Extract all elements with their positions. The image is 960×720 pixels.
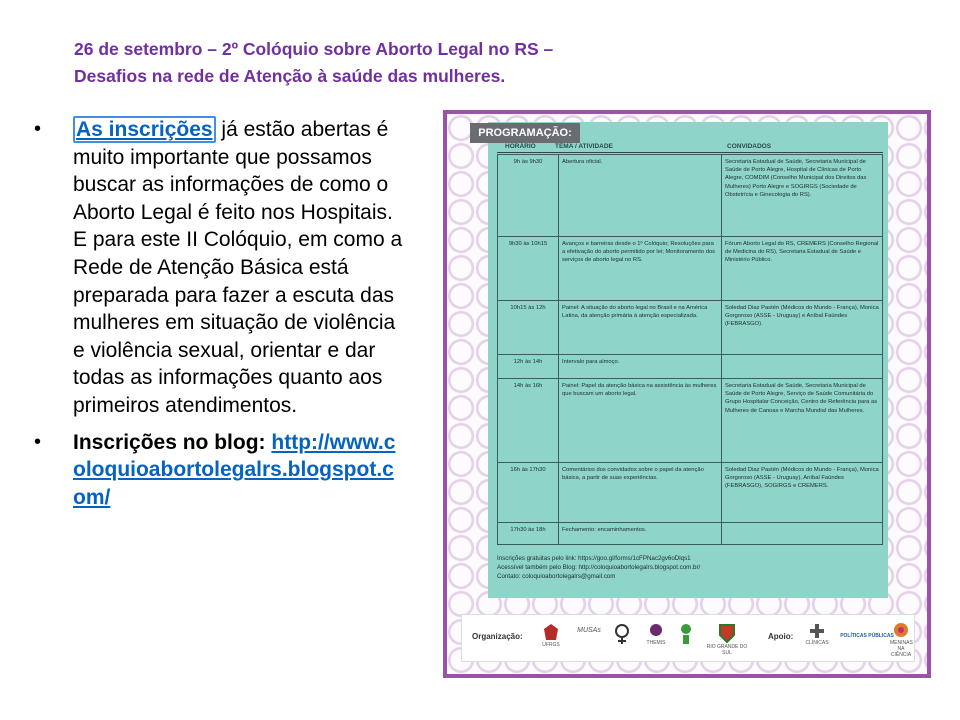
row-guests bbox=[722, 523, 883, 545]
table-row bbox=[498, 379, 883, 463]
row-time: 12h às 14h bbox=[498, 355, 559, 379]
footer-blog-link: Acessível também pelo Blog: http://coloquioabortolegalrs.blogspot.com.br/ bbox=[497, 564, 701, 571]
slide-title bbox=[74, 36, 674, 90]
column-header-guests: CONVIDADOS bbox=[727, 143, 772, 150]
row-activity: Intervalo para almoço. bbox=[559, 355, 722, 379]
rs-crest-icon bbox=[718, 623, 736, 643]
row-time: 9h30 às 10h15 bbox=[498, 237, 559, 301]
organizers-bar bbox=[461, 614, 915, 662]
row-guests: Soledad Diaz Pastén (Médicos do Mundo - França), Monica Gorgoroso (ASSE - Uruguay), Aníbal Faúndes (FEBRASGO), SOGIRGS e CREMERS. bbox=[722, 463, 883, 523]
program-poster-image bbox=[443, 110, 931, 678]
musa-logo bbox=[574, 627, 604, 634]
row-activity: Painel: Papel da atenção básica na assistência às mulheres que buscam um aborto legal. bbox=[559, 379, 722, 463]
column-header-time: HORÁRIO bbox=[505, 143, 536, 150]
row-time: 16h às 17h30 bbox=[498, 463, 559, 523]
registrations-link-box[interactable] bbox=[73, 116, 216, 143]
musa-logo-text: MUSAs bbox=[577, 627, 601, 634]
table-row bbox=[498, 463, 883, 523]
bullet-item-registrations bbox=[34, 116, 406, 420]
header-divider bbox=[497, 152, 883, 153]
row-activity: Comentários dos convidados sobre o papel da atenção básica, a partir de suas experiências. bbox=[559, 463, 722, 523]
bullet-list bbox=[34, 116, 406, 511]
row-time: 9h às 9h30 bbox=[498, 155, 559, 237]
clinicas-logo bbox=[804, 623, 830, 646]
clinicas-logo-text: CLÍNICAS bbox=[805, 640, 829, 646]
ciencia-logo bbox=[890, 621, 912, 658]
feminist-symbol-logo bbox=[612, 623, 632, 646]
table-row bbox=[498, 523, 883, 545]
rs-government-logo-text: RIO GRANDE DO SUL bbox=[706, 644, 748, 656]
registrations-text: já estão abertas é muito importante que possamos buscar as informações de como o Aborto Legal é feito nos Hospitais. E para este II Colóquio, em como a Rede de Atenção Básica está preparada para fazer a escuta das mulheres em situação de violência e violência sexual, orientar e dar todas as informações quanto aos primeiros atendimentos. bbox=[73, 118, 403, 417]
registrations-link[interactable]: As inscrições bbox=[76, 118, 213, 141]
row-time: 10h15 às 12h bbox=[498, 301, 559, 355]
support-label: Apoio: bbox=[768, 632, 794, 641]
bullet-item-blog bbox=[34, 429, 406, 512]
row-time: 14h às 16h bbox=[498, 379, 559, 463]
ciencia-logo-text: MENINAS NA CIÊNCIA bbox=[890, 640, 913, 658]
program-heading: PROGRAMAÇÃO: bbox=[470, 123, 580, 143]
venus-icon bbox=[613, 623, 631, 645]
slide-title-line-1: 26 de setembro – 2º Colóquio sobre Aborto Legal no RS – bbox=[74, 39, 554, 59]
footer-registration-link: Inscrições gratuitas pelo link: https://goo.gl/forms/1cFPNac2gv6oDlqs1 bbox=[497, 555, 691, 562]
row-activity: Painel: A situação do aborto legal no Brasil e na América Latina, da atenção primária à atenção especializada. bbox=[559, 301, 722, 355]
blog-link[interactable]: http://www.coloquioabortolegalrs.blogspot.com/ bbox=[73, 430, 396, 509]
table-row bbox=[498, 155, 883, 237]
row-activity: Avanços e barreiras desde o 1º Colóquio; Resoluções para a efetivação do aborto permitido por lei; Monitoramento dos serviços de aborto legal no RS. bbox=[559, 237, 722, 301]
table-row bbox=[498, 301, 883, 355]
politicas-publicas-logo-text: POLÍTICAS PÚBLICAS bbox=[840, 633, 894, 639]
bullet-dot-icon: • bbox=[34, 118, 42, 140]
row-guests bbox=[722, 355, 883, 379]
row-guests: Secretaria Estadual de Saúde, Secretaria Municipal de Saúde de Porto Alegre, Hospital de Clínicas de Porto Alegre, COMDIM (Conselho Municipal dos Direitos das Mulheres) Porto Alegre e SOGIRGS (Sociedade de Obstetrícia e Ginecologia do RS). bbox=[722, 155, 883, 237]
slide-title-line-2: Desafios na rede de Atenção à saúde das mulheres. bbox=[74, 66, 506, 86]
cross-icon bbox=[810, 623, 824, 639]
blog-label: Inscrições no blog: bbox=[73, 430, 272, 454]
table-row bbox=[498, 237, 883, 301]
row-activity: Abertura oficial. bbox=[559, 155, 722, 237]
footer-contact: Contato: coloquioabortolegalrs@gmail.com bbox=[497, 573, 616, 580]
row-guests: Fórum Aborto Legal do RS, CREMERS (Conselho Regional de Medicina do RS), Secretaria Estadual de Saúde e Ministério Público. bbox=[722, 237, 883, 301]
poster-footer bbox=[497, 554, 700, 581]
schedule-table bbox=[497, 154, 883, 545]
table-row bbox=[498, 355, 883, 379]
row-guests: Secretaria Estadual de Saúde, Secretaria Municipal de Saúde de Porto Alegre, Serviço de Saúde Comunitária do Grupo Hospitalar Conceição, Centro de Referência para as Mulheres de Canoas e Marcha Mundial das Mulheres. bbox=[722, 379, 883, 463]
organization-label: Organização: bbox=[472, 632, 523, 641]
column-header-theme: TEMA / ATIVIDADE bbox=[555, 143, 613, 150]
ufrgs-logo-text: UFRGS bbox=[542, 642, 560, 648]
green-figure-logo bbox=[674, 623, 698, 646]
rs-government-logo bbox=[702, 623, 752, 656]
row-time: 17h30 às 18h bbox=[498, 523, 559, 545]
ufrgs-icon bbox=[543, 623, 559, 641]
ufrgs-logo bbox=[536, 623, 566, 648]
row-activity: Fechamento: encaminhamentos. bbox=[559, 523, 722, 545]
themis-icon bbox=[649, 623, 663, 639]
bullet-dot-icon: • bbox=[34, 430, 42, 453]
themis-logo bbox=[642, 623, 670, 646]
themis-logo-text: THEMIS bbox=[646, 640, 666, 646]
row-guests: Soledad Diaz Pastén (Médicos do Mundo - França), Monica Gorgoroso (ASSE - Uruguay) e Aníbal Faúndes (FEBRASGO). bbox=[722, 301, 883, 355]
flower-icon bbox=[892, 621, 910, 639]
figure-icon bbox=[678, 623, 694, 645]
